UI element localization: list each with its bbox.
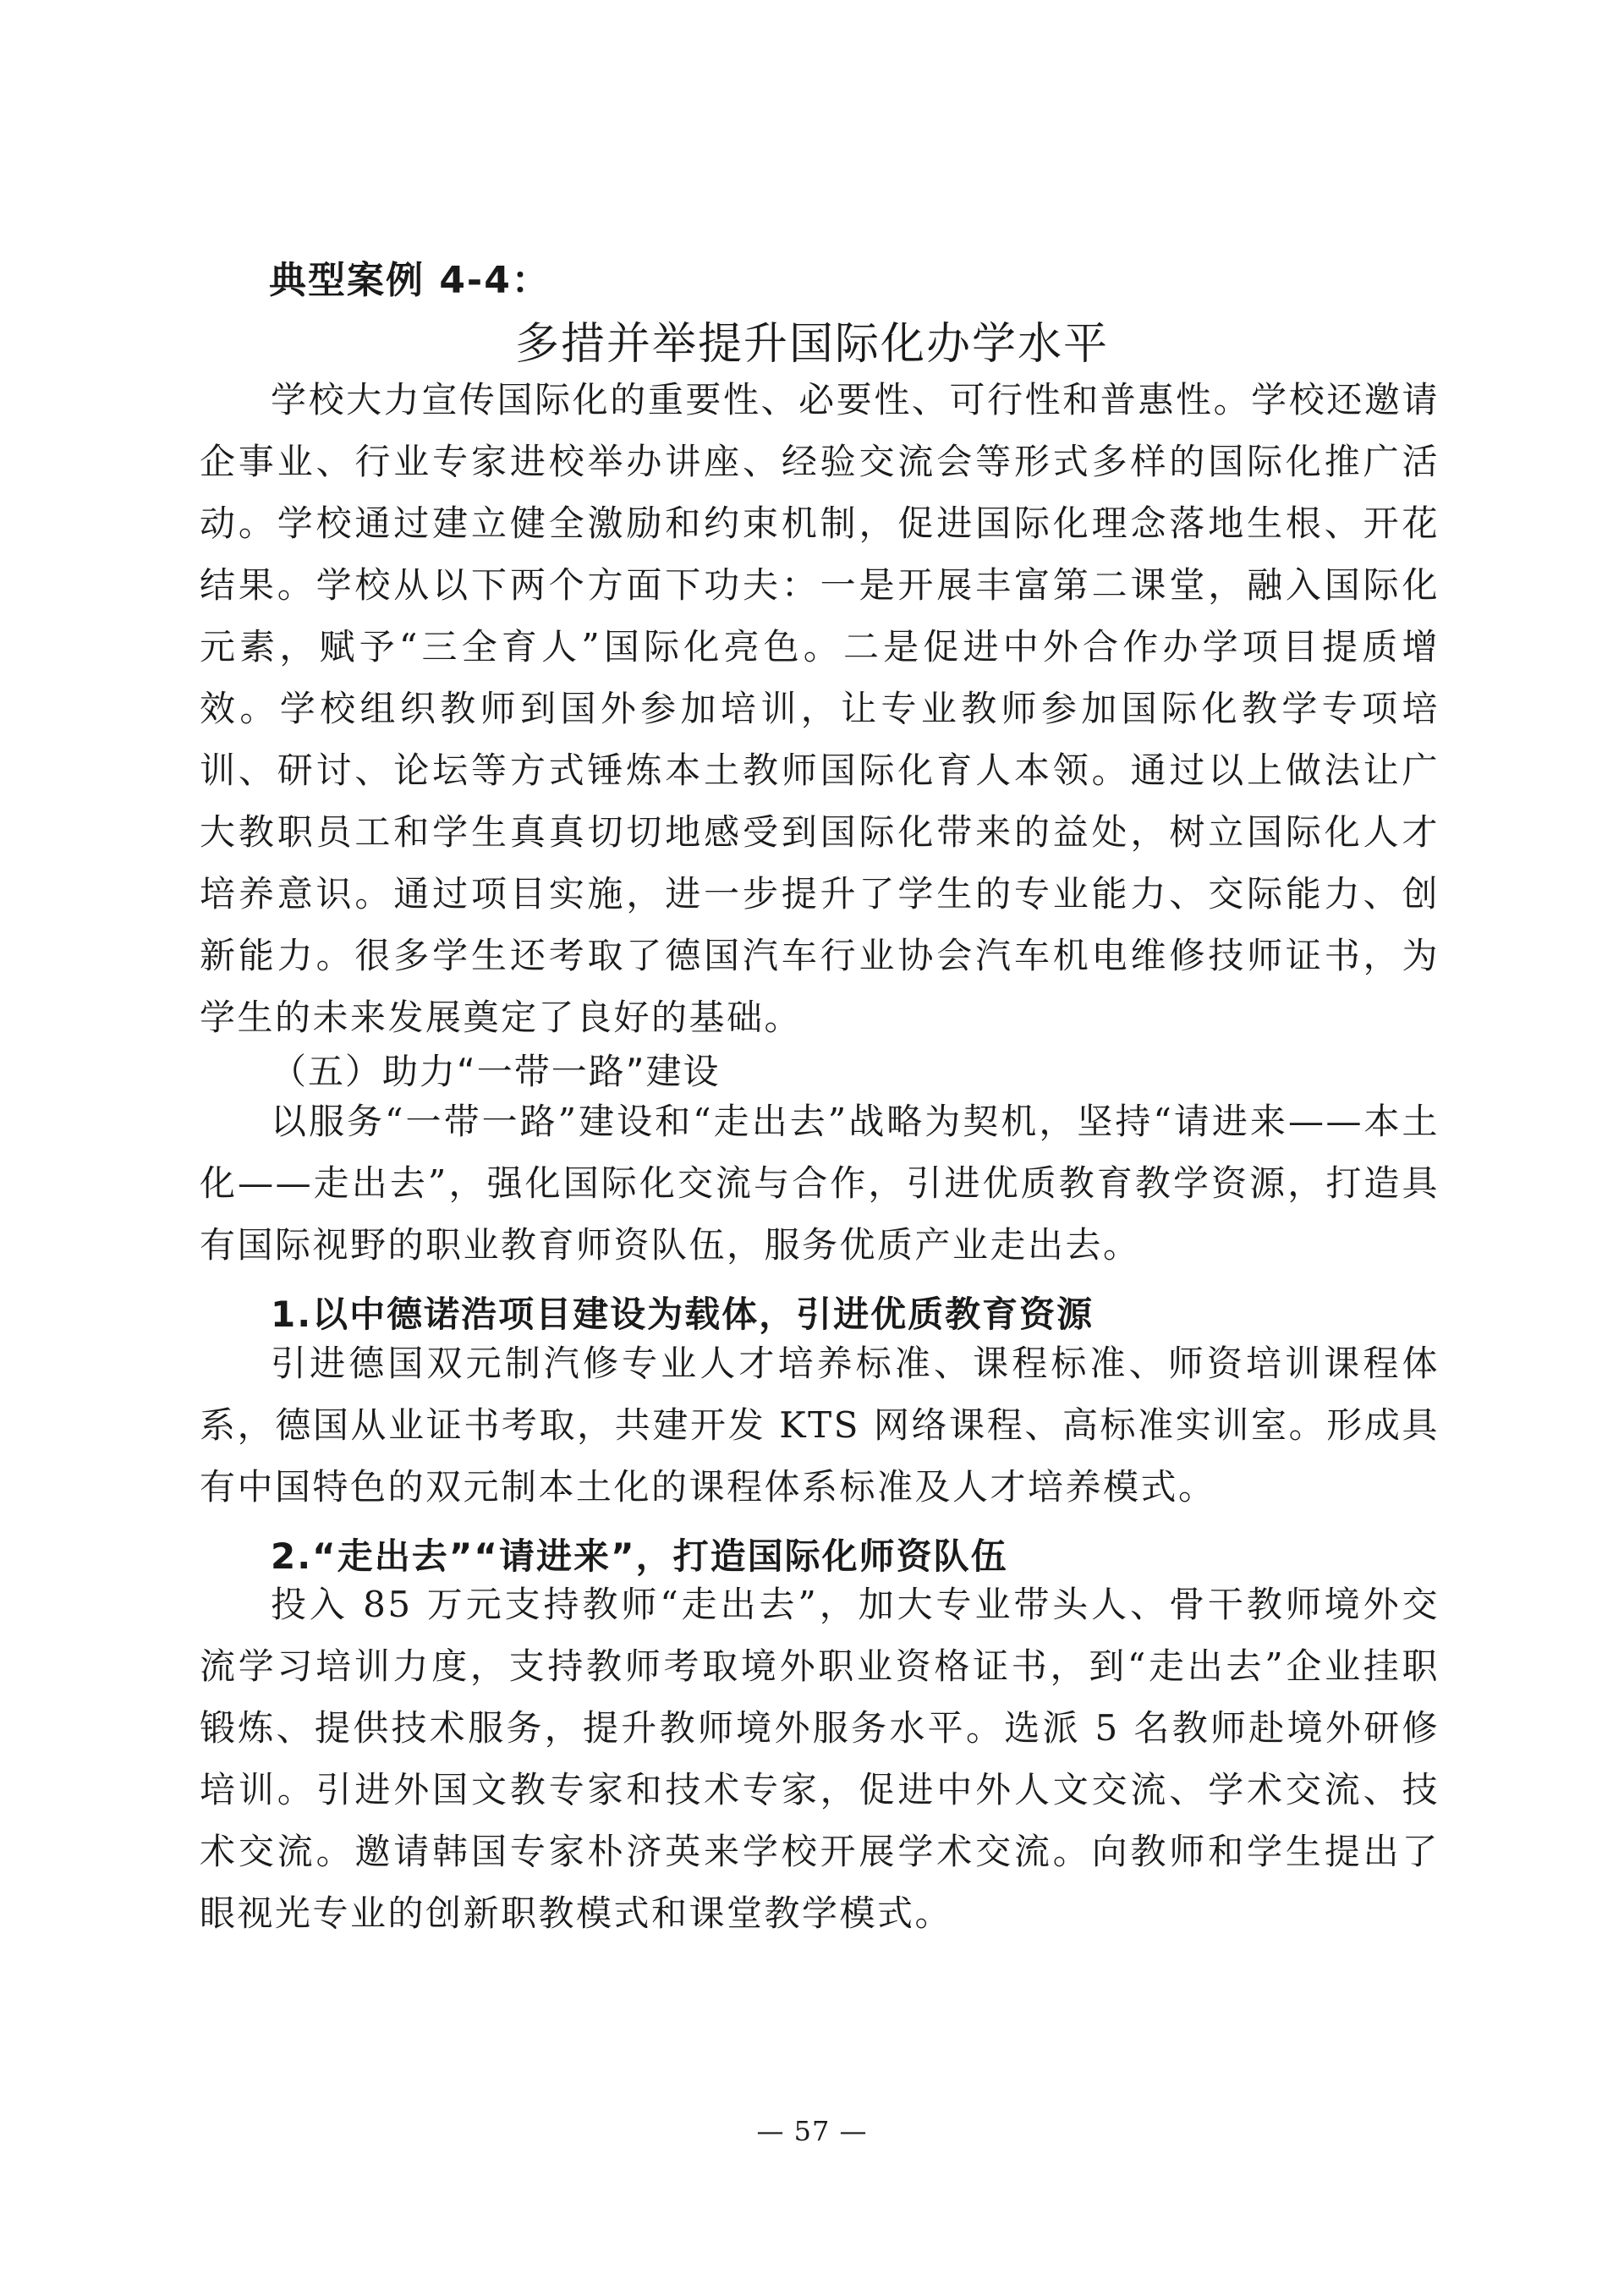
paragraph-intro: 学校大力宣传国际化的重要性、必要性、可行性和普惠性。学校还邀请企事业、行业专家进校举办讲座、经验交流会等形式多样的国际化推广活动。学校通过建立健全激励和约束机制，促进国际化理念落地生根、开花结果。学校从以下两个方面下功夫：一是开展丰富第二课堂，融入国际化元素，赋予“三全育人”国际化亮色。二是促进中外合作办学项目提质增效。学校组织教师到国外参加培训，让专业教师参加国际化教学专项培训、研讨、论坛等方式锤炼本土教师国际化育人本领。通过以上做法让广大教职员工和学生真真切切地感受到国际化带来的益处，树立国际化人才培养意识。通过项目实施，进一步提升了学生的专业能力、交际能力、创新能力。很多学生还考取了德国汽车行业协会汽车机电维修技师证书，为学生的未来发展奠定了良好的基础。 <box>200 379 1440 1038</box>
page-title: 多措并举提升国际化办学水平 <box>514 319 1109 370</box>
case-label: 典型案例 4-4： <box>269 259 551 302</box>
heading-sino-german-project: 1.以中德诺浩项目建设为载体，引进优质教育资源 <box>271 1294 1095 1335</box>
heading-teacher-team: 2.“走出去”“请进来”，打造国际化师资队伍 <box>271 1535 1008 1577</box>
paragraph-belt-road: 以服务“一带一路”建设和“走出去”战略为契机，坚持“请进来——本土化——走出去”，强化国际化交流与合作，引进优质教育教学资源，打造具有国际视野的职业教育师资队伍，服务优质产业走出去。 <box>200 1101 1440 1266</box>
paragraph-teacher-team: 投入 85 万元支持教师“走出去”，加大专业带头人、骨干教师境外交流学习培训力度，支持教师考取境外职业资格证书，到“走出去”企业挂职锻炼、提供技术服务，提升教师境外服务水平。选派 5 名教师赴境外研修培训。引进外国文教专家和技术专家，促进中外人文交流、学术交流、技术交流。邀请韩国专家朴济英来学校开展学术交流。向教师和学生提出了眼视光专业的创新职教模式和课堂教学模式。 <box>200 1584 1440 1934</box>
section-5-heading: （五）助力“一带一路”建设 <box>271 1051 721 1092</box>
page-number: — 57 — <box>756 2115 868 2147</box>
paragraph-sino-german-project: 引进德国双元制汽修专业人才培养标准、课程标准、师资培训课程体系，德国从业证书考取，共建开发 KTS 网络课程、高标准实训室。形成具有中国特色的双元制本土化的课程体系标准及人才培养模式。 <box>200 1343 1440 1508</box>
